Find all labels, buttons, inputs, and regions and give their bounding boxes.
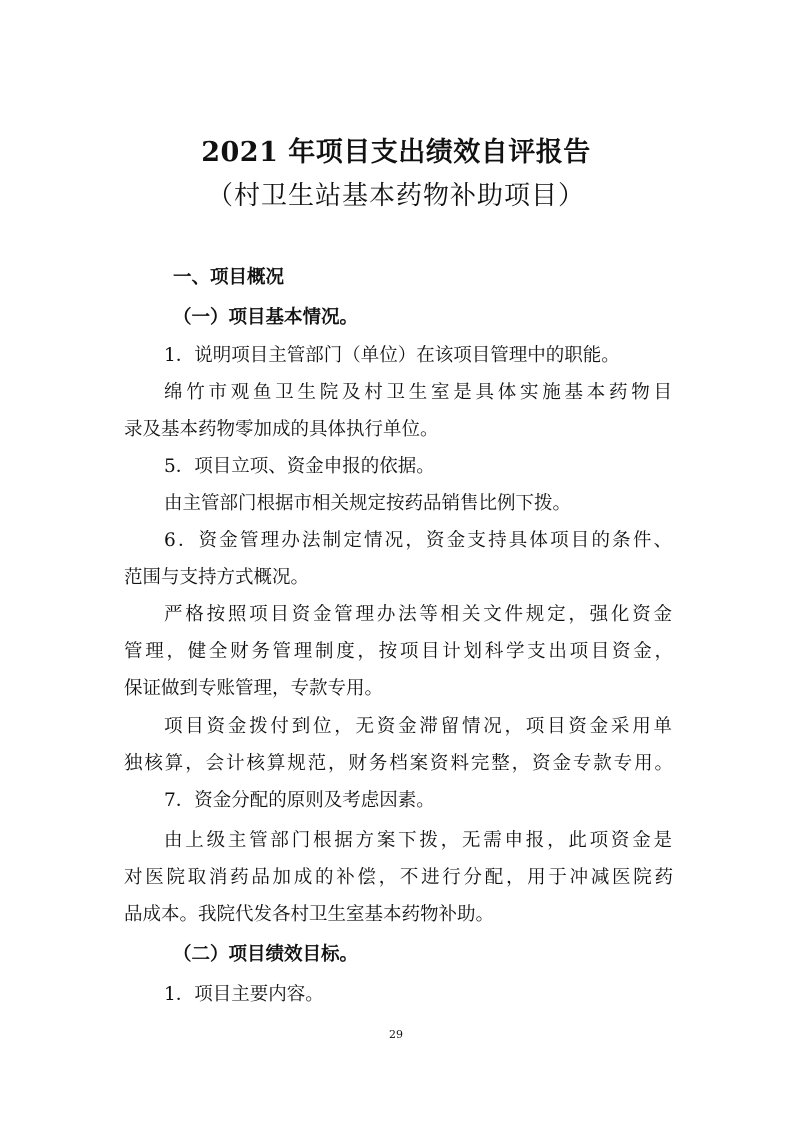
paragraph-line: 独核算，会计核算规范，财务档案资料完整，资金专款专用。	[124, 753, 673, 774]
report-subtitle: （村卫生站基本药物补助项目）	[206, 181, 585, 211]
paragraph-line: 绵竹市观鱼卫生院及村卫生室是具体实施基本药物目	[164, 382, 672, 403]
paragraph-line: 7．资金分配的原则及考虑因素。	[164, 790, 435, 811]
paragraph-line: 项目资金拨付到位，无资金滞留情况，项目资金采用单	[164, 716, 672, 737]
page-number: 29	[389, 1028, 403, 1041]
paragraph-line: 品成本。我院代发各村卫生室基本药物补助。	[124, 904, 495, 925]
paragraph-line: 1．项目主要内容。	[164, 984, 324, 1005]
paragraph-line: 由主管部门根据市相关规定按药品销售比例下拨。	[164, 493, 572, 514]
paragraph-line: 录及基本药物零加成的具体执行单位。	[124, 419, 439, 440]
paragraph-line: 由上级主管部门根据方案下拨，无需申报，此项资金是	[164, 830, 672, 851]
paragraph-line: 范围与支持方式概况。	[124, 567, 310, 588]
paragraph-line: 对医院取消药品加成的补偿，不进行分配，用于冲减医院药	[124, 867, 673, 888]
report-title: 2021 年项目支出绩效自评报告	[201, 137, 591, 168]
subsection-heading-1: （一）项目基本情况。	[173, 307, 359, 328]
paragraph-line: 5．项目立项、资金申报的依据。	[164, 456, 435, 477]
paragraph-line: 1．说明项目主管部门（单位）在该项目管理中的职能。	[164, 345, 620, 366]
subsection-heading-2: （二）项目绩效目标。	[173, 944, 359, 965]
paragraph-line: 保证做到专账管理，专款专用。	[124, 678, 384, 699]
paragraph-line: 管理，健全财务管理制度，按项目计划科学支出项目资金，	[124, 641, 673, 662]
paragraph-line: 6．资金管理办法制定情况，资金支持具体项目的条件、	[164, 530, 672, 551]
paragraph-line: 严格按照项目资金管理办法等相关文件规定，强化资金	[164, 604, 672, 625]
section-heading-1: 一、项目概况	[173, 267, 285, 288]
